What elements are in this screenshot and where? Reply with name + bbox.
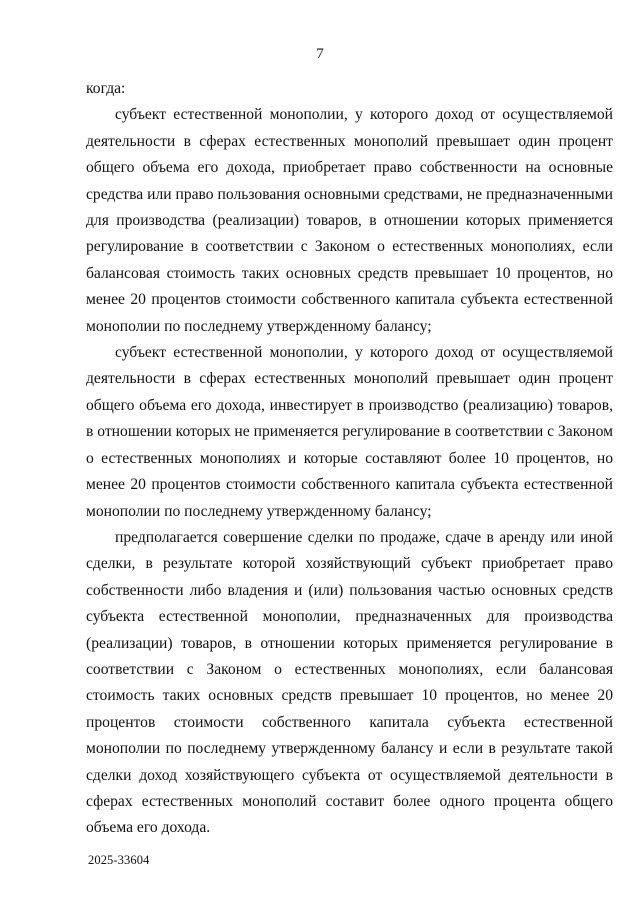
paragraph-investment: субъект естественной монополии, у которого доход от осуществляемой деятельности в сферах естественных монополий превышает один процент общего объема его дохода, инвестирует в производство (реализацию) товаров, в отношении которых не применяется регулирование в соответствии с Законом о естественных монополиях и которые составляют более 10 процентов, но менее 20 процентов стоимости собственного капитала субъекта естественной монополии по последнему утвержденному балансу; bbox=[86, 344, 613, 520]
page-number: 7 bbox=[316, 46, 324, 62]
paragraph-intro: когда: bbox=[86, 80, 126, 97]
paragraph-fixed-assets-acquisition: субъект естественной монополии, у которого доход от осуществляемой деятельности в сферах естественных монополий превышает один процент общего объема его дохода, приобретает право собственности на основные средства или право пользования основными средствами, не предназначенными для производства (реализации) товаров, в отношении которых применяется регулирование в соответствии с Законом о естественных монополиях, если балансовая стоимость таких основных средств превышает 10 процентов, но менее 20 процентов стоимости собственного капитала субъекта естественной монополии по последнему утвержденному балансу; bbox=[86, 106, 613, 335]
document-body bbox=[86, 76, 613, 842]
document-code: 2025-33604 bbox=[88, 853, 150, 867]
paragraph-transaction: предполагается совершение сделки по продаже, сдаче в аренду или иной сделки, в результате которой хозяйствующий субъект приобретает право собственности либо владения и (или) пользования частью основных средств субъекта естественной монополии, предназначенных для производства (реализации) товаров, в отношении которых применяется регулирование в соответствии с Законом о естественных монополиях, если балансовая стоимость таких основных средств превышает 10 процентов, но менее 20 процентов стоимости собственного капитала субъекта естественной монополии по последнему утвержденному балансу и если в результате такой сделки доход хозяйствующего субъекта от осуществляемой деятельности в сферах естественных монополий составит более одного процента общего объема его дохода. bbox=[86, 528, 613, 837]
